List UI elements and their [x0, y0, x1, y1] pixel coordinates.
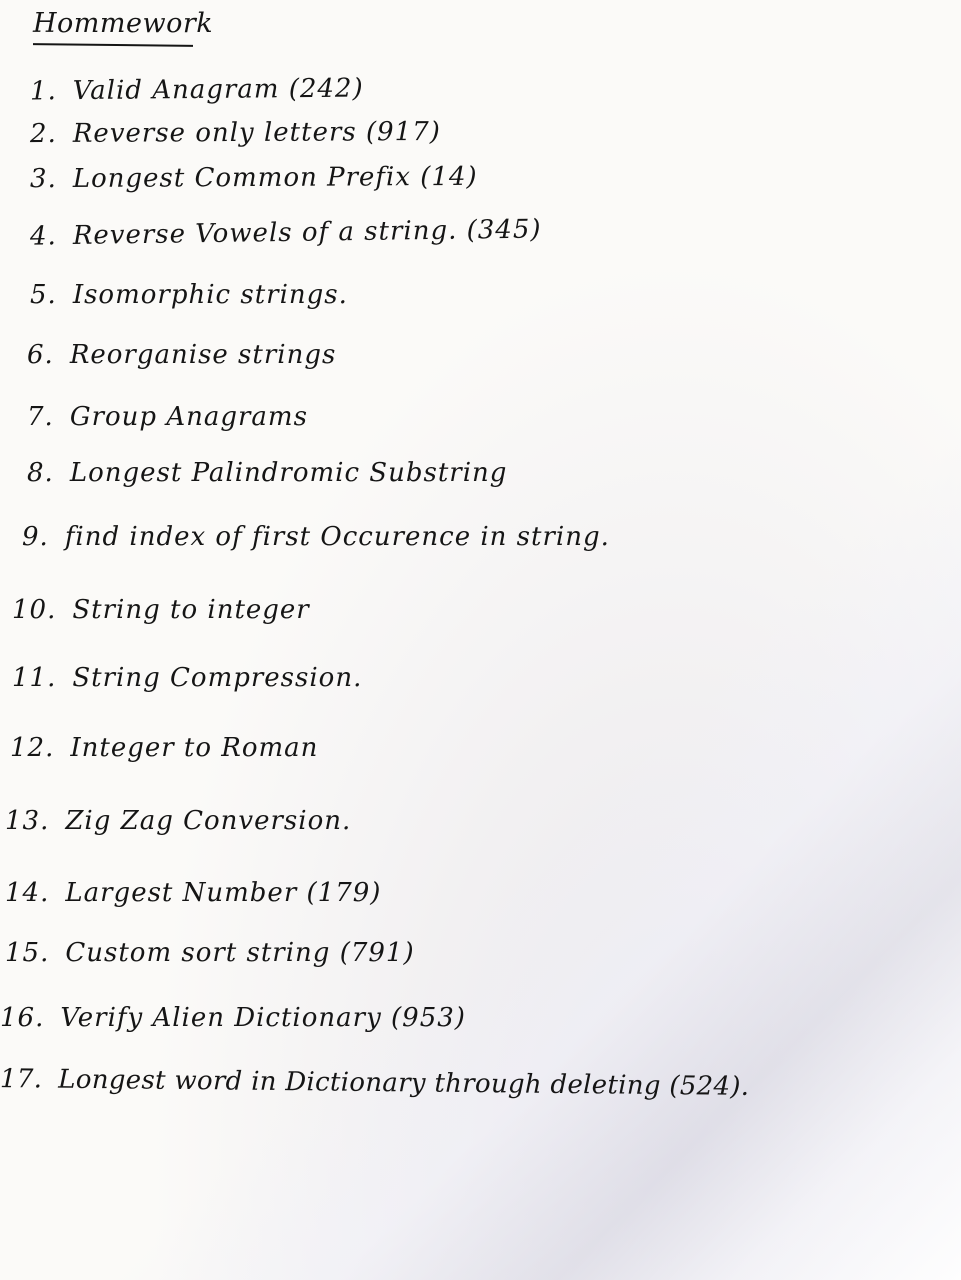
list-item-number: 5.	[30, 280, 57, 310]
list-item-number: 10.	[12, 595, 57, 625]
list-item-number: 7.	[27, 402, 54, 432]
list-item-text: Longest Common Prefix (14)	[72, 161, 478, 194]
list-item	[12, 663, 362, 693]
list-item-text: String to integer	[72, 595, 310, 625]
list-item	[22, 522, 610, 552]
list-item-number: 8.	[27, 458, 54, 488]
list-item-number: 17.	[0, 1064, 43, 1095]
list-item-text: String Compression.	[72, 663, 363, 693]
list-item	[30, 280, 348, 310]
list-item-text: find index of first Occurence in string.	[64, 522, 610, 552]
list-item	[30, 214, 542, 251]
list-item	[30, 117, 441, 149]
list-item-text: Reverse Vowels of a string. (345)	[72, 214, 542, 251]
list-item-number: 12.	[10, 733, 55, 763]
list-item-number: 16.	[0, 1003, 45, 1033]
list-item-text: Longest word in Dictionary through deleting (524).	[58, 1064, 750, 1102]
list-item	[27, 458, 507, 488]
list-item	[27, 402, 308, 432]
list-item-number: 2.	[29, 118, 57, 150]
list-item-text: Isomorphic strings.	[72, 280, 348, 310]
list-item-number: 15.	[5, 938, 50, 968]
list-item-number: 3.	[29, 164, 57, 195]
list-item	[12, 595, 310, 625]
list-item-text: Integer to Roman	[70, 733, 319, 763]
list-item-text: Zig Zag Conversion.	[65, 806, 352, 836]
list-item	[30, 74, 364, 107]
list-item-number: 14.	[5, 878, 50, 908]
list-item-number: 6.	[27, 340, 54, 370]
list-item-text: Valid Anagram (242)	[72, 73, 364, 107]
list-item	[5, 878, 381, 908]
list-item	[27, 340, 336, 370]
list-item-text: Group Anagrams	[69, 402, 308, 432]
list-item-number: 13.	[5, 806, 50, 836]
list-item-text: Reverse only letters (917)	[72, 116, 441, 149]
list-item-text: Largest Number (179)	[65, 878, 382, 908]
list-item	[10, 733, 318, 763]
list-item-number: 9.	[22, 522, 49, 552]
list-item-number: 4.	[29, 221, 58, 252]
list-item	[0, 1064, 749, 1102]
list-item-text: Reorganise strings	[69, 340, 337, 370]
title-underline	[33, 43, 193, 47]
list-item-number: 11.	[12, 663, 57, 693]
list-item-text: Custom sort string (791)	[65, 938, 415, 968]
list-item-text: Longest Palindromic Substring	[69, 458, 508, 488]
list-item-text: Verify Alien Dictionary (953)	[60, 1003, 466, 1033]
page-title: Hommework	[33, 8, 214, 39]
list-item	[5, 806, 351, 836]
list-item	[30, 162, 478, 194]
list-item	[5, 938, 415, 968]
list-item	[0, 1003, 466, 1033]
list-item-number: 1.	[29, 76, 57, 107]
